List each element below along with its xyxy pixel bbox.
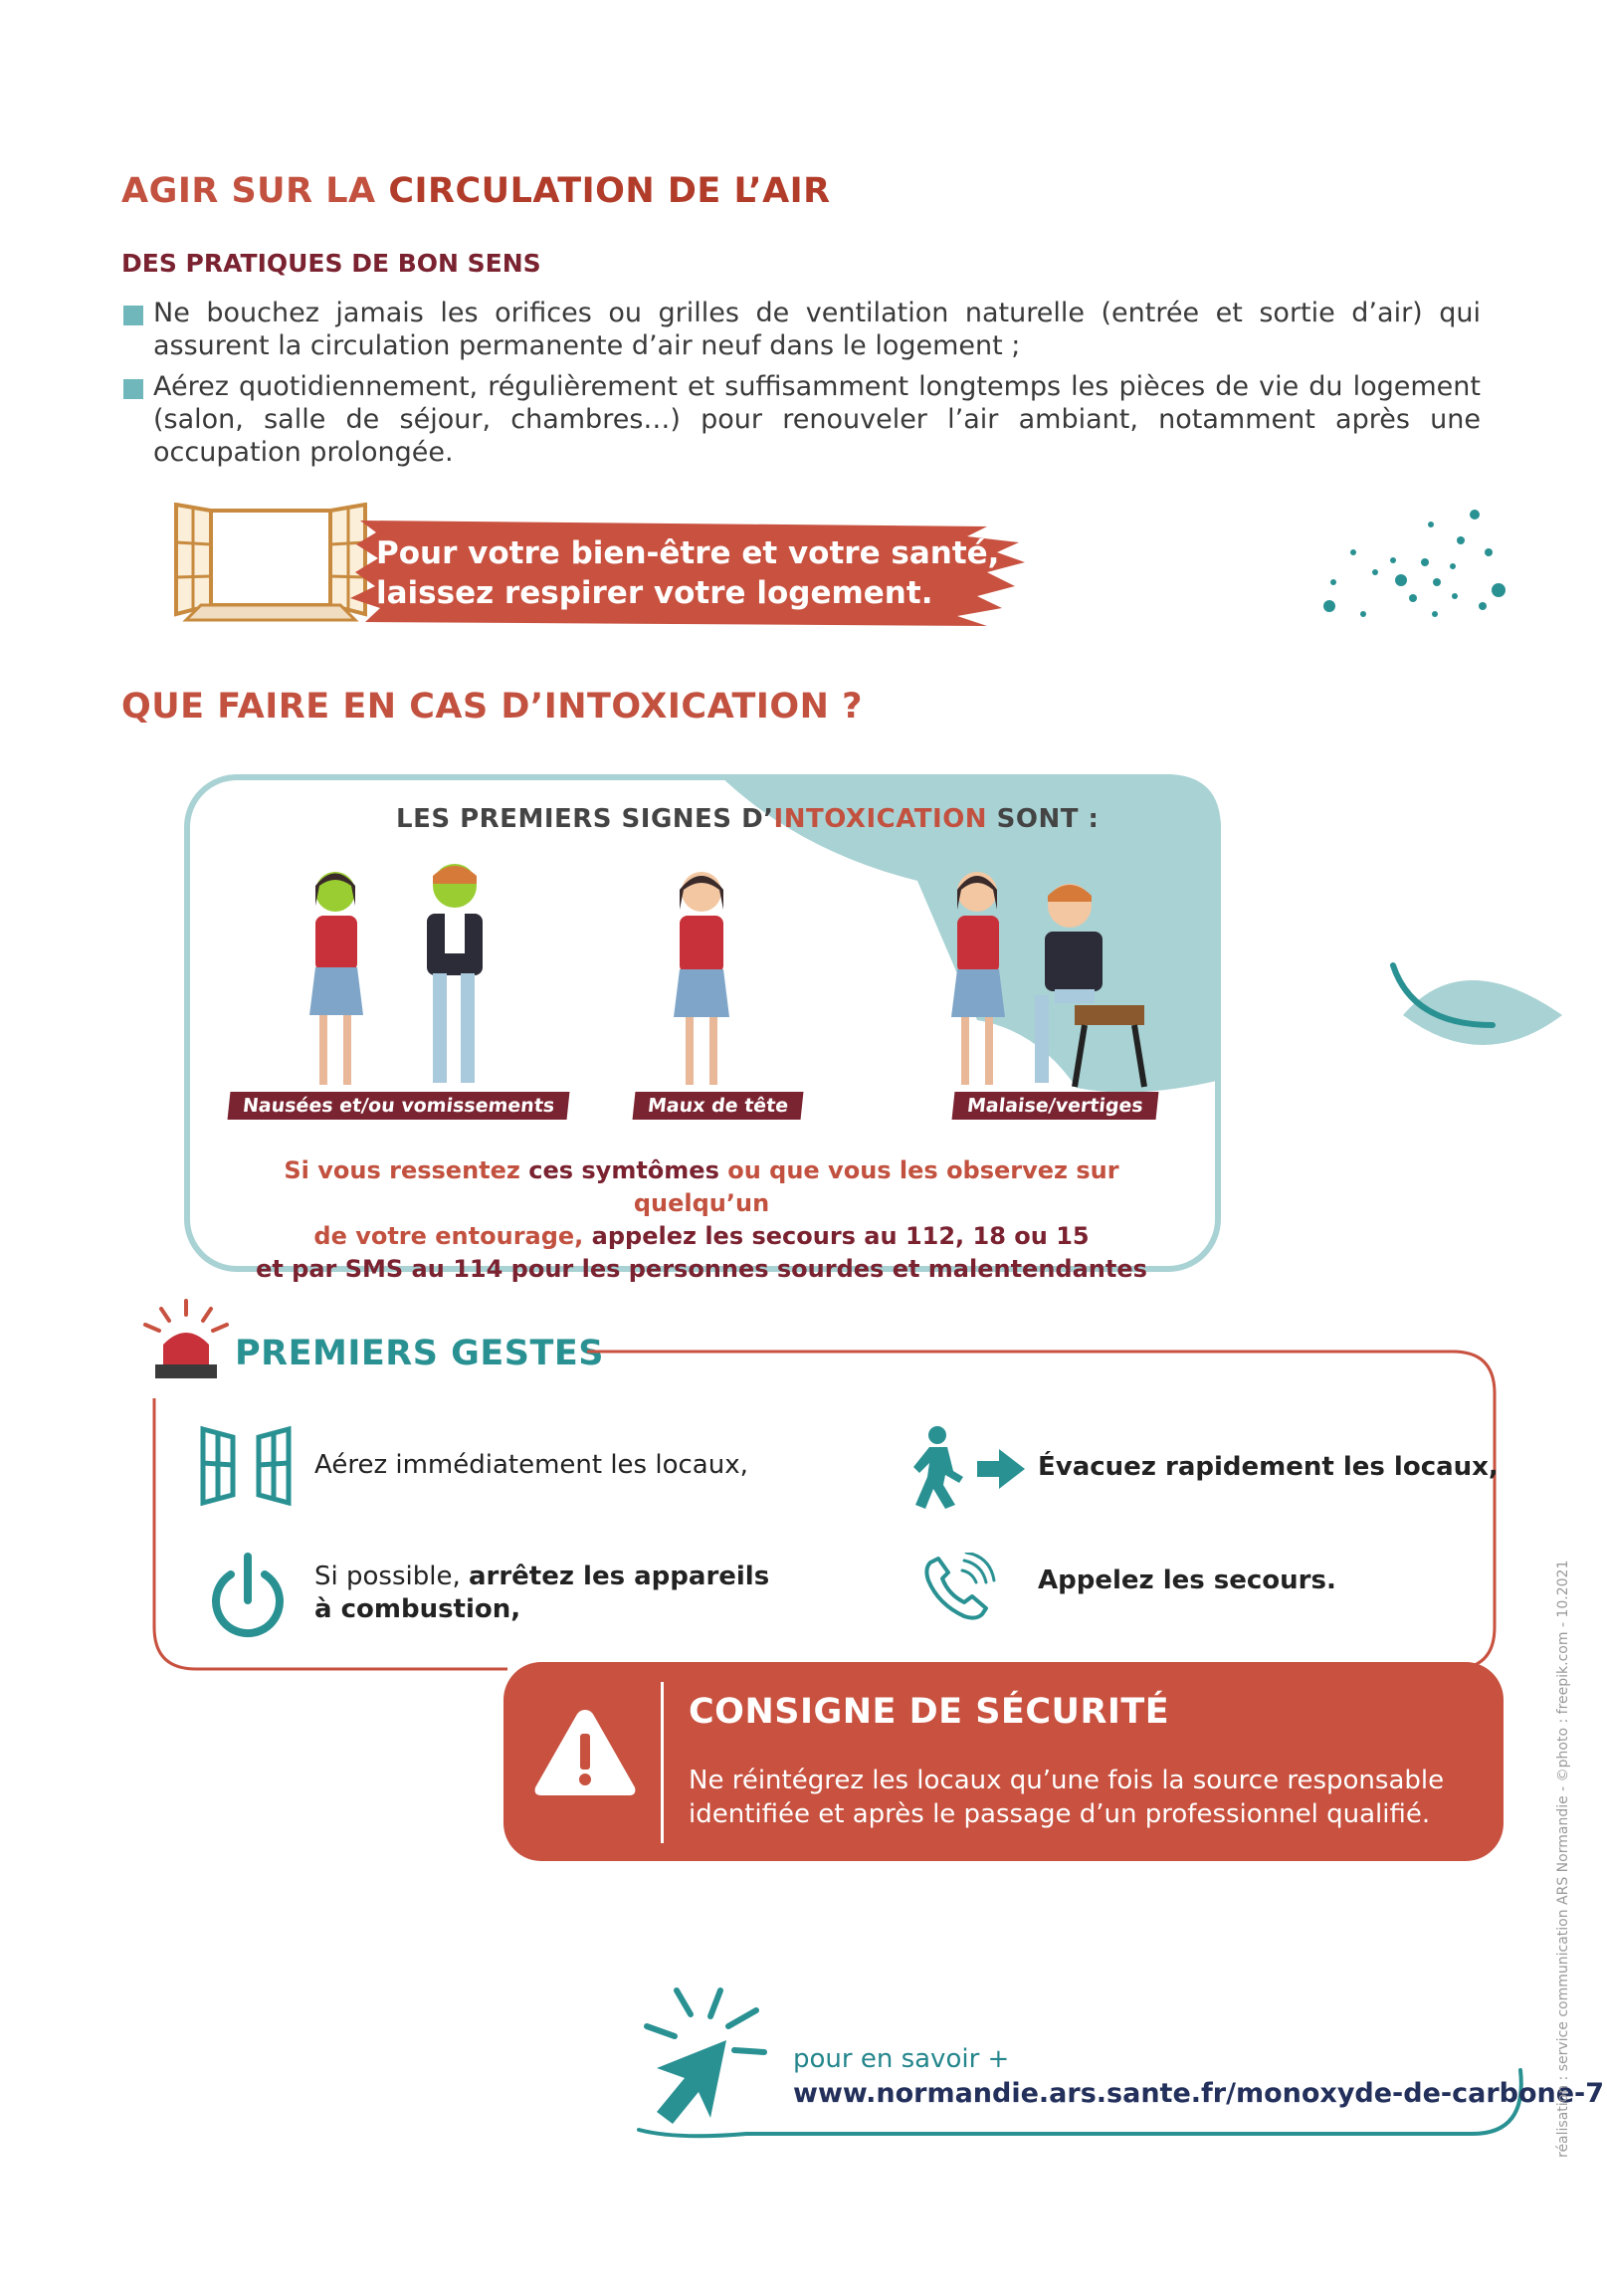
signs-title-part: LES PREMIERS SIGNES D’ [396,804,774,834]
leaf-decoration [1383,955,1572,1070]
square-bullet-icon [123,379,143,399]
signs-title-part: SONT : [987,804,1100,834]
subtitle-good-practices: DES PRATIQUES DE BON SENS [121,249,541,278]
symptom-tag-dizziness: Malaise/vertiges [952,1092,1159,1120]
alert-part-strong: appelez les secours au 112, 18 ou 15 [591,1222,1090,1250]
list-item [121,370,1481,469]
step-call-help [1038,1565,1336,1597]
signs-title-highlight: INTOXICATION [773,804,988,834]
consigne-divider [661,1682,664,1843]
bullet-list [121,297,1481,477]
consigne-line: Ne réintégrez les locaux qu’une fois la source responsable [689,1766,1445,1795]
consigne-line: identifiée et après le passage d’un professionnel qualifié. [689,1799,1431,1829]
section-title-air [121,171,831,211]
step-ventilate: Aérez immédiatement les locaux, [314,1450,748,1480]
step-stop-devices [314,1561,769,1626]
step-evacuate [1038,1451,1499,1484]
phone-call-icon [920,1553,996,1624]
section-title-intox: QUE FAIRE EN CAS D’INTOXICATION ? [121,687,863,727]
step-strong: arrêtez les appareils [468,1562,770,1591]
bullet-text: Aérez quotidiennement, régulièrement et suffisamment longtemps les pièces de vie du logement (salon, salle de séjour, chambres…) pour renouveler l’air ambiant, notamment après une occupation prolongée. [153,371,1481,468]
square-bullet-icon [123,306,143,325]
dizziness-people-illustration [935,856,1164,1095]
symptom-tag-headache: Maux de tête [633,1092,804,1120]
step-line [314,1593,769,1626]
alert-part: ou que vous les observez sur quelqu’un [633,1156,1119,1217]
first-aid-title: PREMIERS GESTES [235,1334,604,1373]
emergency-alert-text [219,1154,1184,1286]
first-aid-frame [149,1349,1503,1677]
step-strong: à combustion, [314,1594,521,1624]
list-item [121,297,1481,362]
alert-part-strong: ces symtômes [528,1156,719,1184]
banner-line: Pour votre bien-être et votre santé, [376,535,1000,571]
title-part-strong: CIRCULATION DE L’AIR [388,171,831,211]
power-icon [207,1551,289,1642]
walking-person-arrow-icon [907,1425,1027,1510]
headache-person-illustration [652,856,751,1095]
consigne-title: CONSIGNE DE SÉCURITÉ [689,1692,1170,1732]
decorative-dots [1313,503,1512,627]
step-strong: Évacuez rapidement les locaux, [1038,1452,1499,1482]
nausea-people-illustration [294,856,512,1095]
banner-line: laissez respirer votre logement. [376,575,933,611]
alert-part: Si vous ressentez [284,1156,529,1184]
warning-triangle-icon [531,1704,639,1801]
alert-part: de votre entourage, [313,1222,592,1250]
open-window-icon [171,503,370,622]
bullet-text: Ne bouchez jamais les orifices ou grilles de ventilation naturelle (entrée et sortie d’air) qui assurent la circulation permanente d’air neuf dans le logement ; [153,298,1481,361]
step-strong: Appelez les secours. [1038,1565,1336,1595]
info-url-link[interactable]: www.normandie.ars.sante.fr/monoxyde-de-carbone-7 [793,2078,1605,2109]
title-part: AGIR SUR LA [121,171,389,211]
open-doors-icon [199,1423,293,1509]
banner-text [376,533,999,613]
consigne-text [689,1764,1485,1831]
alert-line [219,1220,1184,1253]
step-line [314,1561,769,1593]
step-part: Si possible, [314,1562,469,1591]
learn-more-label: pour en savoir + [793,2044,1010,2074]
credit-text: réalisation : service communication ARS Normandie - ©photo : freepik.com - 10.2021 [1555,1560,1571,2158]
alert-line: et par SMS au 114 pour les personnes sourdes et malentendantes [256,1255,1147,1283]
alert-line [219,1154,1184,1220]
signs-title [396,804,1099,834]
symptom-tag-nausea: Nausées et/ou vomissements [228,1092,570,1120]
